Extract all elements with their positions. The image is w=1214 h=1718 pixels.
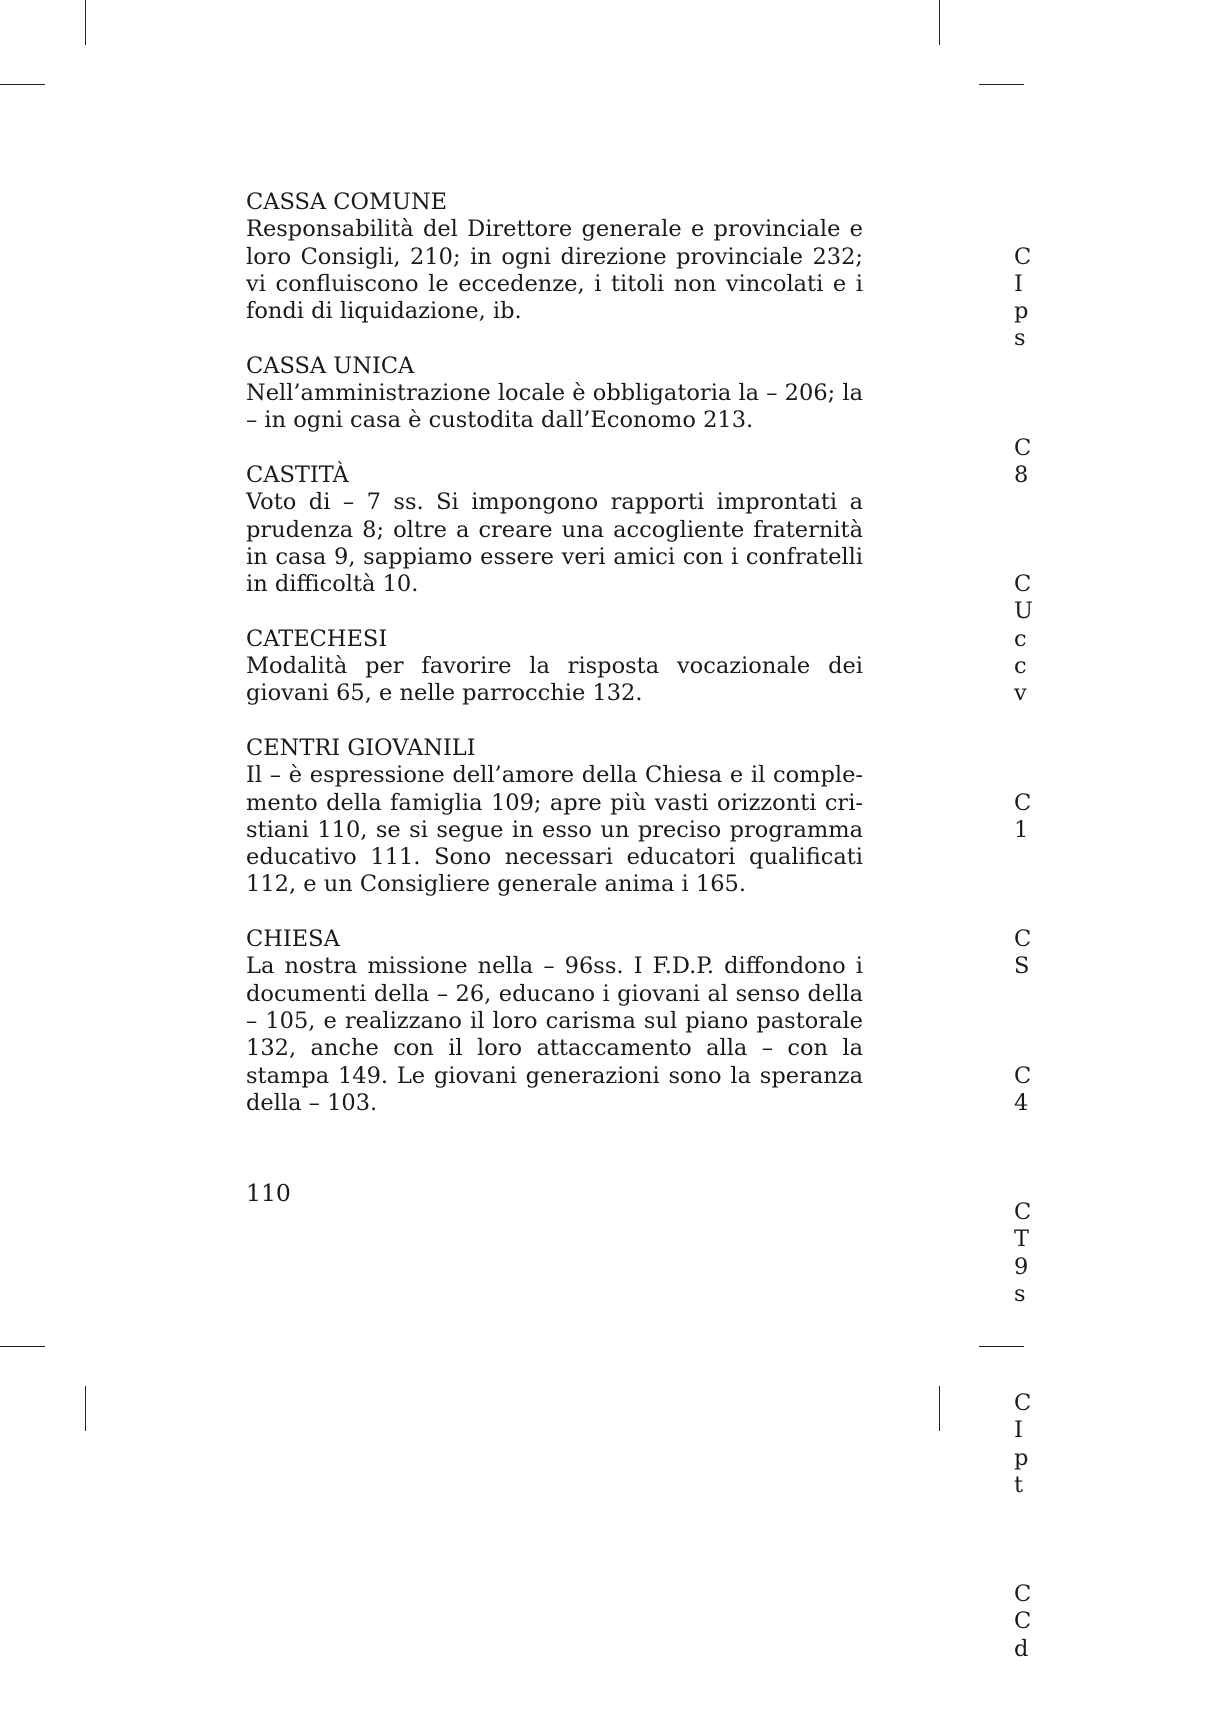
crop-mark	[0, 84, 45, 85]
entry-heading: CATECHESI	[246, 625, 388, 652]
entry-heading: CASTITÀ	[246, 461, 349, 488]
index-entry	[246, 462, 863, 598]
index-column	[246, 189, 863, 1144]
adjacent-entry-fragment: C U c c v	[1014, 571, 1033, 707]
adjacent-entry-fragment: C 8	[1014, 434, 1032, 488]
adjacent-entry-fragment: C S	[1014, 926, 1032, 980]
entry-heading: CENTRI GIOVANILI	[246, 734, 476, 761]
adjacent-entry-fragment: C I p s	[1014, 243, 1032, 352]
adjacent-entry-fragment: C C d	[1014, 1581, 1032, 1662]
entry-heading: CASSA COMUNE	[246, 189, 448, 215]
entry-heading: CHIESA	[246, 926, 340, 953]
index-entry	[246, 926, 863, 1117]
entry-body: La nostra missione nella – 96ss. I F.D.P. diffondono i documenti della – 26, educano i giovani al senso della – 105, e realizzano il loro carisma sul piano pastorale 132, anche con il loro attaccamento alla – con la stampa 149. Le giovani generazioni sono la speranza della – 103.	[246, 953, 863, 1116]
adjacent-entry-fragment: C 1	[1014, 789, 1032, 843]
index-entry	[246, 353, 863, 435]
crop-mark	[979, 84, 1024, 85]
crop-mark	[0, 1346, 45, 1347]
index-entry	[246, 626, 863, 708]
entry-heading: CASSA UNICA	[246, 352, 415, 379]
adjacent-page-column	[1014, 189, 1214, 1718]
adjacent-entry-fragment: C I p t	[1014, 1390, 1032, 1498]
entry-body: Nell’amministrazione locale è obbligatoria la – 206; la – in ogni casa è custodita dall’Economo 213.	[246, 380, 863, 434]
index-entry	[246, 735, 863, 899]
crop-mark	[939, 0, 940, 45]
entry-body: Modalità per favorire la risposta vocazionale dei giovani 65, e nelle parrocchie 132.	[246, 653, 863, 707]
entry-body: Voto di – 7 ss. Si impongono rapporti improntati a prudenza 8; oltre a creare una accogliente fraternità in casa 9, sappiamo essere veri amici con i confratelli in difficoltà 10.	[246, 489, 863, 598]
page-number: 110	[246, 1179, 291, 1207]
crop-mark	[939, 1386, 940, 1431]
adjacent-entry-fragment: C 4	[1014, 1062, 1032, 1116]
crop-mark	[85, 1386, 86, 1431]
crop-mark	[85, 0, 86, 45]
entry-body: Il – è espressione dell’amore della Chiesa e il complemento della famiglia 109; apre più vasti orizzonti cristiani 110, se si segue in esso un preciso programma educativo 111. Sono necessari educatori qualificati 112, e un Consigliere generale anima i 165.	[246, 762, 863, 898]
index-entry	[246, 189, 863, 325]
entry-body: Responsabilità del Direttore generale e provinciale e loro Consigli, 210; in ogni direzione provinciale 232; vi confluiscono le eccedenze, i titoli non vincolati e i fondi di liquidazione, ib.	[246, 216, 863, 325]
adjacent-entry-fragment: C T 9 s	[1014, 1198, 1032, 1307]
